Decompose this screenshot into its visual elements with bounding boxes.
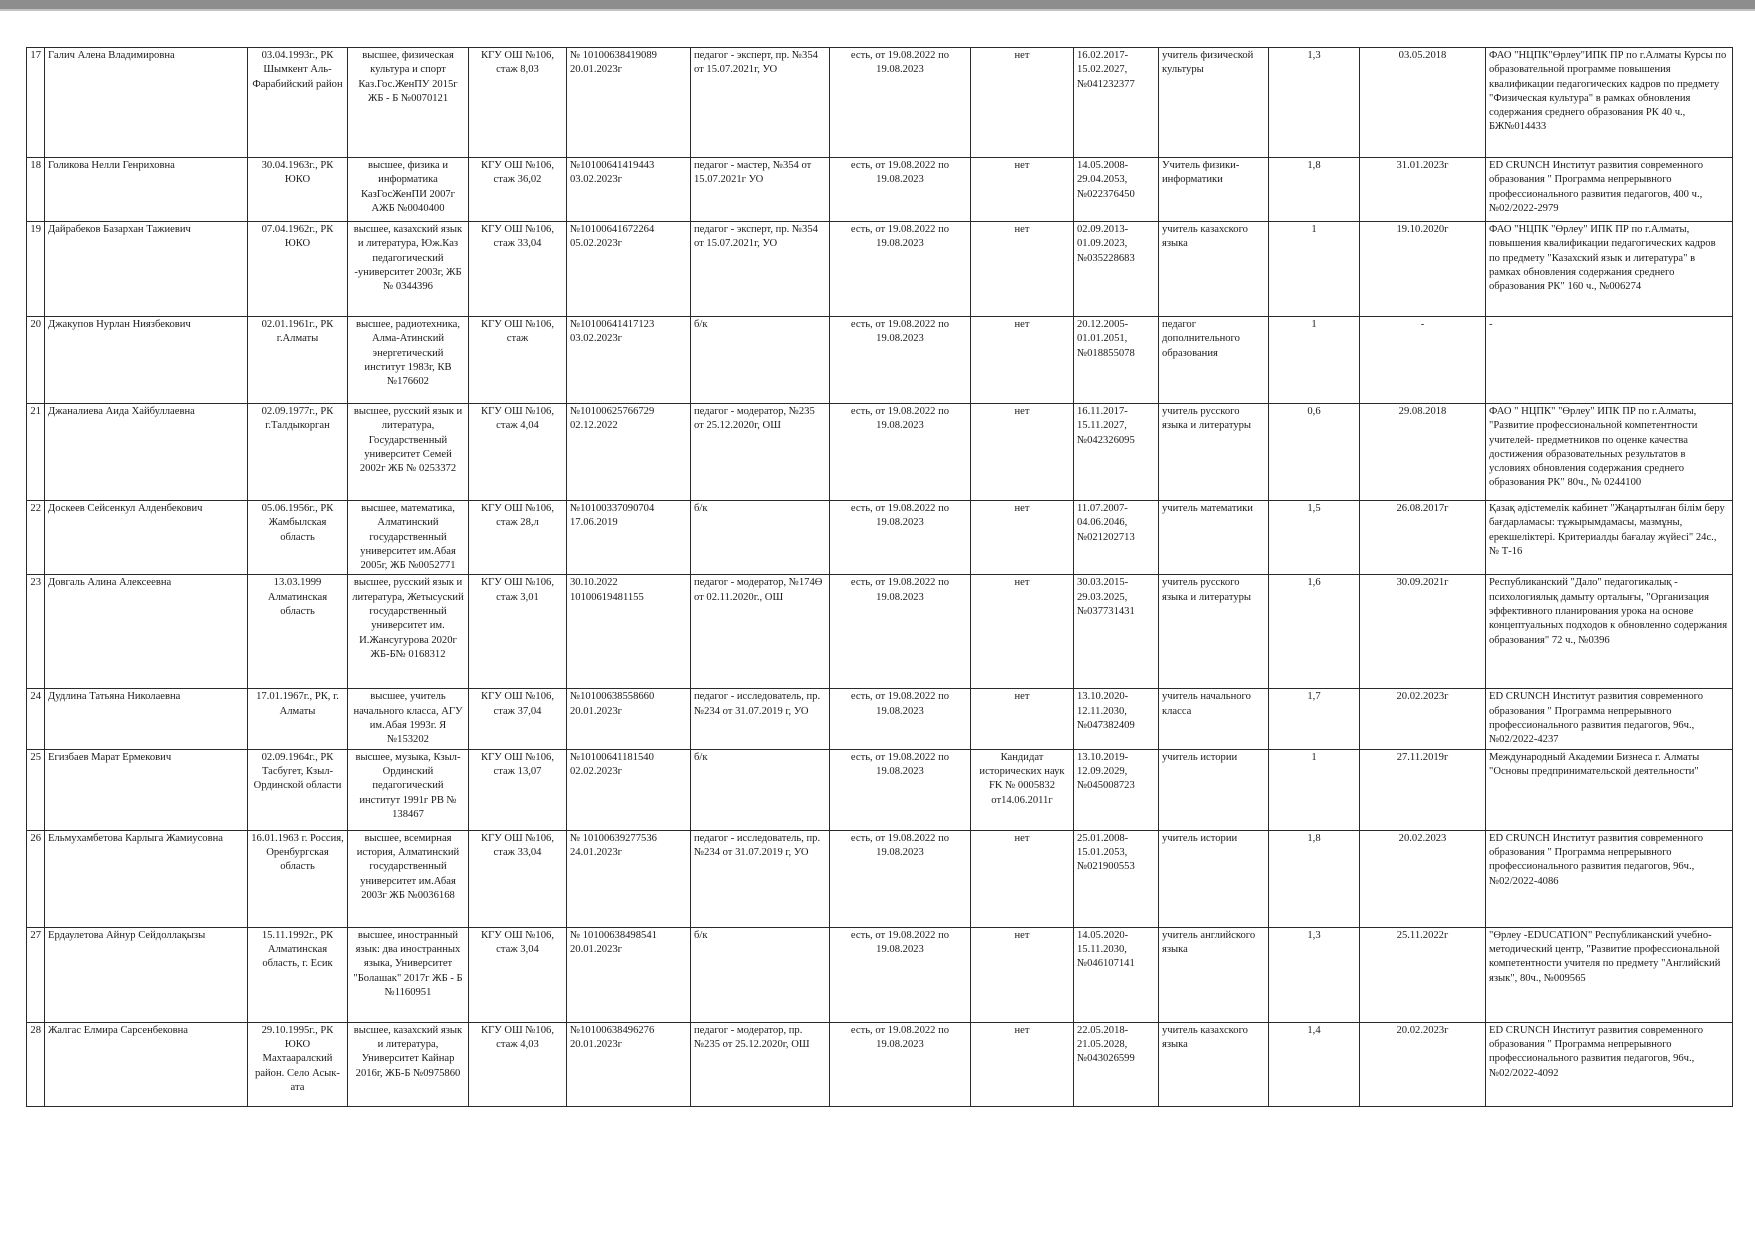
staff-table-body	[27, 48, 1733, 1107]
education-info: высшее, русский язык и литература, Государственный университет Семей 2002г ЖБ № 0253372	[348, 404, 469, 501]
attestation-status: есть, от 19.08.2022 по 19.08.2023	[830, 48, 971, 158]
course-date: 31.01.2023г	[1360, 158, 1486, 222]
organization-experience: КГУ ОШ №106, стаж 3,01	[469, 575, 567, 689]
education-info: высшее, казахский язык и литература, Юж.Каз педагогический -университет 2003г, ЖБ № 0344396	[348, 222, 469, 317]
certificate-validity: 22.05.2018- 21.05.2028, №043026599	[1074, 1022, 1159, 1106]
row-number: 18	[27, 158, 45, 222]
academic-degree: нет	[971, 222, 1074, 317]
organization-experience: КГУ ОШ №106, стаж 33,04	[469, 830, 567, 927]
education-info: высшее, учитель начального класса, АГУ им.Абая 1993г. Я №153202	[348, 689, 469, 749]
course-details: Қазақ әдістемелік кабинет "Жаңартылған білім беру бағдарламасы: тұжырымдамасы, мазмұны, ерекшеліктері. Критериалды бағалау жүйесі" 24с., № Т-16	[1486, 501, 1733, 575]
position: учитель русского языка и литературы	[1159, 575, 1269, 689]
education-info: высшее, всемирная история, Алматинский государственный университет им.Абая 2003г ЖБ №0036168	[348, 830, 469, 927]
qualification-category: педагог - мастер, №354 от 15.07.2021г УО	[691, 158, 830, 222]
academic-degree: нет	[971, 927, 1074, 1022]
academic-degree: нет	[971, 158, 1074, 222]
document-number: №10100641181540 02.02.2023г	[567, 749, 691, 830]
position: учитель начального класса	[1159, 689, 1269, 749]
organization-experience: КГУ ОШ №106, стаж 33,04	[469, 222, 567, 317]
course-details: ФАО " НЦПК" "Өрлеу" ИПК ПР по г.Алматы, "Развитие профессиональной компетентности учителей- предметников по оценке качества достижения образовательных результатов в условиях обновления содержания среднего образования РК" 80ч., № 0244100	[1486, 404, 1733, 501]
birth-info: 17.01.1967г., РК, г. Алматы	[248, 689, 348, 749]
teacher-name: Жалгас Елмира Сарсенбековна	[45, 1022, 248, 1106]
position: учитель истории	[1159, 830, 1269, 927]
teacher-name: Ердаулетова Айнур Сейдоллақызы	[45, 927, 248, 1022]
birth-info: 03.04.1993г., РК Шымкент Аль-Фарабийский район	[248, 48, 348, 158]
birth-info: 16.01.1963 г. Россия, Оренбургская область	[248, 830, 348, 927]
academic-degree: нет	[971, 48, 1074, 158]
position: учитель истории	[1159, 749, 1269, 830]
attestation-status: есть, от 19.08.2022 по 19.08.2023	[830, 222, 971, 317]
table-row	[27, 575, 1733, 689]
qualification-category: педагог - эксперт, пр. №354 от 15.07.2021г, УО	[691, 48, 830, 158]
certificate-validity: 25.01.2008- 15.01.2053, №021900553	[1074, 830, 1159, 927]
birth-info: 15.11.1992г., РК Алматинская область, г. Есик	[248, 927, 348, 1022]
qualification-category: педагог - исследователь, пр.№234 от 31.07.2019 г, УО	[691, 830, 830, 927]
attestation-status: есть, от 19.08.2022 по 19.08.2023	[830, 501, 971, 575]
organization-experience: КГУ ОШ №106, стаж 37,04	[469, 689, 567, 749]
qualification-category: педагог - эксперт, пр. №354 от 15.07.2021г, УО	[691, 222, 830, 317]
document-number: №10100638558660 20.01.2023г	[567, 689, 691, 749]
course-date: 03.05.2018	[1360, 48, 1486, 158]
row-number: 21	[27, 404, 45, 501]
course-details: "Өрлеу -EDUCATION" Республиканский учебно- методический центр, "Развитие профессиональной компетентности учителя по предмету "Английский язык", 80ч., №009565	[1486, 927, 1733, 1022]
certificate-validity: 11.07.2007- 04.06.2046, №021202713	[1074, 501, 1159, 575]
academic-degree: нет	[971, 1022, 1074, 1106]
document-number: №10100641672264 05.02.2023г	[567, 222, 691, 317]
qualification-category: педагог - модератор, №174Ө от 02.11.2020г., ОШ	[691, 575, 830, 689]
document-number: №10100337090704 17.06.2019	[567, 501, 691, 575]
teacher-name: Дайрабеков Базархан Тажиевич	[45, 222, 248, 317]
teacher-name: Джаналиева Аида Хайбуллаевна	[45, 404, 248, 501]
certificate-validity: 16.11.2017- 15.11.2027, №042326095	[1074, 404, 1159, 501]
row-number: 23	[27, 575, 45, 689]
academic-degree: нет	[971, 404, 1074, 501]
academic-degree: Кандидат исторических наук FK № 0005832 от14.06.2011г	[971, 749, 1074, 830]
table-row	[27, 158, 1733, 222]
document-number: №10100641417123 03.02.2023г	[567, 317, 691, 404]
education-info: высшее, русский язык и литература, Жетысуский государственный университет им. И.Жансугурова 2020г ЖБ-Б№ 0168312	[348, 575, 469, 689]
course-date: 26.08.2017г	[1360, 501, 1486, 575]
academic-degree: нет	[971, 830, 1074, 927]
table-row	[27, 222, 1733, 317]
table-row	[27, 927, 1733, 1022]
qualification-category: б/к	[691, 501, 830, 575]
workload-coefficient: 1,8	[1269, 830, 1360, 927]
birth-info: 02.09.1964г., РК Тасбугет, Кзыл-Ординской области	[248, 749, 348, 830]
course-date: 30.09.2021г	[1360, 575, 1486, 689]
organization-experience: КГУ ОШ №106, стаж 36,02	[469, 158, 567, 222]
course-details: Республиканский "Дало" педагогикалық - психологиялық дамыту орталығы, "Организация эффективного планирования урока на основе концептуальных подходов к обновленно содержания образования" 72 ч., №0396	[1486, 575, 1733, 689]
table-row	[27, 749, 1733, 830]
workload-coefficient: 1,3	[1269, 927, 1360, 1022]
workload-coefficient: 0,6	[1269, 404, 1360, 501]
document-number: №10100625766729 02.12.2022	[567, 404, 691, 501]
course-date: 19.10.2020г	[1360, 222, 1486, 317]
position: учитель физической культуры	[1159, 48, 1269, 158]
birth-info: 07.04.1962г., РК ЮКО	[248, 222, 348, 317]
certificate-validity: 20.12.2005- 01.01.2051, №018855078	[1074, 317, 1159, 404]
education-info: высшее, радиотехника, Алма-Атинский энергетический институт 1983г, КВ №176602	[348, 317, 469, 404]
workload-coefficient: 1,6	[1269, 575, 1360, 689]
certificate-validity: 30.03.2015- 29.03.2025, №037731431	[1074, 575, 1159, 689]
attestation-status: есть, от 19.08.2022 по 19.08.2023	[830, 317, 971, 404]
course-date: 27.11.2019г	[1360, 749, 1486, 830]
row-number: 22	[27, 501, 45, 575]
teacher-name: Галич Алена Владимировна	[45, 48, 248, 158]
course-details: ФАО "НЦПК "Өрлеу" ИПК ПР по г.Алматы, повышения квалификации педагогических кадров по предмету "Казахский язык и литература" в рамках обновления содержания среднего образования РК" 160 ч., №006274	[1486, 222, 1733, 317]
course-details: ED CRUNCH Институт развития современного образования " Программа непрерывного профессионального развития педагогов, 96ч., №02/2022-4086	[1486, 830, 1733, 927]
attestation-status: есть, от 19.08.2022 по 19.08.2023	[830, 927, 971, 1022]
table-row	[27, 317, 1733, 404]
birth-info: 02.01.1961г., РК г.Алматы	[248, 317, 348, 404]
education-info: высшее, физика и информатика КазГосЖенПИ 2007г АЖБ №0040400	[348, 158, 469, 222]
teacher-name: Егизбаев Марат Ермекович	[45, 749, 248, 830]
scan-top-edge	[0, 0, 1755, 9]
certificate-validity: 14.05.2008- 29.04.2053, №022376450	[1074, 158, 1159, 222]
position: Учитель физики- информатики	[1159, 158, 1269, 222]
course-details: Международный Академии Бизнеса г. Алматы "Основы предпринимательской деятельности"	[1486, 749, 1733, 830]
academic-degree: нет	[971, 689, 1074, 749]
teacher-name: Ельмухамбетова Карлыга Жамиусовна	[45, 830, 248, 927]
document-number: № 10100638498541 20.01.2023г	[567, 927, 691, 1022]
birth-info: 13.03.1999 Алматинская область	[248, 575, 348, 689]
position: учитель английского языка	[1159, 927, 1269, 1022]
certificate-validity: 16.02.2017- 15.02.2027, №041232377	[1074, 48, 1159, 158]
workload-coefficient: 1	[1269, 222, 1360, 317]
document-number: 30.10.2022 10100619481155	[567, 575, 691, 689]
position: учитель математики	[1159, 501, 1269, 575]
organization-experience: КГУ ОШ №106, стаж 28,л	[469, 501, 567, 575]
course-details: -	[1486, 317, 1733, 404]
row-number: 25	[27, 749, 45, 830]
staff-table	[26, 47, 1733, 1107]
course-details: ED CRUNCH Институт развития современного образования " Программа непрерывного профессионального развития педагогов, 96ч., №02/2022-4237	[1486, 689, 1733, 749]
teacher-name: Голикова Нелли Генриховна	[45, 158, 248, 222]
row-number: 24	[27, 689, 45, 749]
row-number: 28	[27, 1022, 45, 1106]
row-number: 26	[27, 830, 45, 927]
academic-degree: нет	[971, 575, 1074, 689]
birth-info: 30.04.1963г., РК ЮКО	[248, 158, 348, 222]
organization-experience: КГУ ОШ №106, стаж 4,04	[469, 404, 567, 501]
qualification-category: б/к	[691, 317, 830, 404]
birth-info: 02.09.1977г., РК г.Талдыкорган	[248, 404, 348, 501]
table-row	[27, 689, 1733, 749]
row-number: 20	[27, 317, 45, 404]
workload-coefficient: 1,3	[1269, 48, 1360, 158]
course-date: 20.02.2023г	[1360, 1022, 1486, 1106]
workload-coefficient: 1	[1269, 317, 1360, 404]
document-number: № 10100639277536 24.01.2023г	[567, 830, 691, 927]
table-row	[27, 1022, 1733, 1106]
workload-coefficient: 1,7	[1269, 689, 1360, 749]
course-details: ED CRUNCH Институт развития современного образования " Программа непрерывного профессионального развития педагогов, 96ч., №02/2022-4092	[1486, 1022, 1733, 1106]
qualification-category: б/к	[691, 927, 830, 1022]
certificate-validity: 02.09.2013- 01.09.2023, №035228683	[1074, 222, 1159, 317]
position: учитель казахского языка	[1159, 222, 1269, 317]
attestation-status: есть, от 19.08.2022 по 19.08.2023	[830, 404, 971, 501]
course-details: ED CRUNCH Институт развития современного образования " Программа непрерывного профессионального развития педагогов, 400 ч., №02/2022-2979	[1486, 158, 1733, 222]
staff-table-container	[26, 47, 1732, 1107]
attestation-status: есть, от 19.08.2022 по 19.08.2023	[830, 158, 971, 222]
workload-coefficient: 1,8	[1269, 158, 1360, 222]
course-date: 25.11.2022г	[1360, 927, 1486, 1022]
organization-experience: КГУ ОШ №106, стаж 3,04	[469, 927, 567, 1022]
certificate-validity: 14.05.2020- 15.11.2030, №046107141	[1074, 927, 1159, 1022]
education-info: высшее, музыка, Кзыл- Ординский педагогический институт 1991г РВ № 138467	[348, 749, 469, 830]
education-info: высшее, математика, Алматинский государственный университет им.Абая 2005г, ЖБ №0052771	[348, 501, 469, 575]
course-date: 20.02.2023г	[1360, 689, 1486, 749]
course-details: ФАО "НЦПК"Өрлеу"ИПК ПР по г.Алматы Курсы по образовательной программе повышения квалификации педагогических кадров по предмету "Физическая культура" в рамках обновления содержания среднего образования РК 40 ч., БЖ№014433	[1486, 48, 1733, 158]
scan-top-line	[0, 9, 1755, 11]
course-date: 20.02.2023	[1360, 830, 1486, 927]
academic-degree: нет	[971, 501, 1074, 575]
attestation-status: есть, от 19.08.2022 по 19.08.2023	[830, 575, 971, 689]
position: педагог дополнительного образования	[1159, 317, 1269, 404]
organization-experience: КГУ ОШ №106, стаж 4,03	[469, 1022, 567, 1106]
education-info: высшее, казахский язык и литература, Университет Кайнар 2016г, ЖБ-Б №0975860	[348, 1022, 469, 1106]
row-number: 27	[27, 927, 45, 1022]
birth-info: 05.06.1956г., РК Жамбылская область	[248, 501, 348, 575]
row-number: 17	[27, 48, 45, 158]
document-number: №10100638496276 20.01.2023г	[567, 1022, 691, 1106]
table-row	[27, 404, 1733, 501]
attestation-status: есть, от 19.08.2022 по 19.08.2023	[830, 1022, 971, 1106]
education-info: высшее, физическая культура и спорт Каз.Гос.ЖенПУ 2015г ЖБ - Б №0070121	[348, 48, 469, 158]
education-info: высшее, иностранный язык: два иностранных языка, Университет "Болашак" 2017г ЖБ - Б №1160951	[348, 927, 469, 1022]
teacher-name: Довгаль Алина Алексеевна	[45, 575, 248, 689]
position: учитель русского языка и литературы	[1159, 404, 1269, 501]
qualification-category: педагог - исследователь, пр.№234 от 31.07.2019 г, УО	[691, 689, 830, 749]
attestation-status: есть, от 19.08.2022 по 19.08.2023	[830, 749, 971, 830]
workload-coefficient: 1,4	[1269, 1022, 1360, 1106]
teacher-name: Доскеев Сейсенкул Алденбекович	[45, 501, 248, 575]
certificate-validity: 13.10.2020- 12.11.2030, №047382409	[1074, 689, 1159, 749]
academic-degree: нет	[971, 317, 1074, 404]
qualification-category: педагог - модератор, №235 от 25.12.2020г, ОШ	[691, 404, 830, 501]
organization-experience: КГУ ОШ №106, стаж 13,07	[469, 749, 567, 830]
certificate-validity: 13.10.2019- 12.09.2029, №045008723	[1074, 749, 1159, 830]
organization-experience: КГУ ОШ №106, стаж	[469, 317, 567, 404]
organization-experience: КГУ ОШ №106, стаж 8,03	[469, 48, 567, 158]
attestation-status: есть, от 19.08.2022 по 19.08.2023	[830, 830, 971, 927]
table-row	[27, 48, 1733, 158]
document-number: №10100641419443 03.02.2023г	[567, 158, 691, 222]
workload-coefficient: 1,5	[1269, 501, 1360, 575]
table-row	[27, 830, 1733, 927]
document-number: № 10100638419089 20.01.2023г	[567, 48, 691, 158]
teacher-name: Джакупов Нурлан Ниязбекович	[45, 317, 248, 404]
birth-info: 29.10.1995г., РК ЮКО Махтааралский район. Село Асык-ата	[248, 1022, 348, 1106]
qualification-category: б/к	[691, 749, 830, 830]
row-number: 19	[27, 222, 45, 317]
position: учитель казахского языка	[1159, 1022, 1269, 1106]
qualification-category: педагог - модератор, пр. №235 от 25.12.2020г, ОШ	[691, 1022, 830, 1106]
workload-coefficient: 1	[1269, 749, 1360, 830]
course-date: -	[1360, 317, 1486, 404]
teacher-name: Дудлина Татьяна Николаевна	[45, 689, 248, 749]
attestation-status: есть, от 19.08.2022 по 19.08.2023	[830, 689, 971, 749]
table-row	[27, 501, 1733, 575]
course-date: 29.08.2018	[1360, 404, 1486, 501]
